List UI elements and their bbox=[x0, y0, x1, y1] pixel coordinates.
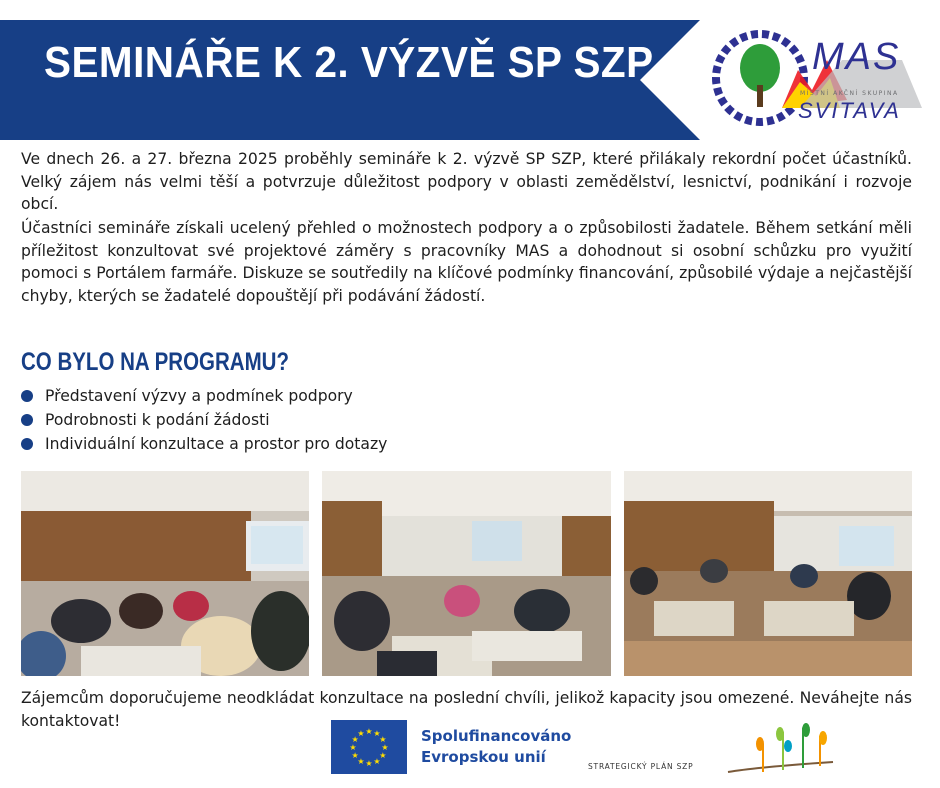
eu-caption-line-1: Spolufinancováno bbox=[421, 727, 572, 745]
eu-star-icon: ★ bbox=[381, 743, 389, 752]
eu-cofinanced-logo bbox=[331, 720, 571, 776]
strategic-plan-caption: STRATEGICKÝ PLÁN SZP bbox=[588, 762, 694, 771]
eu-star-icon: ★ bbox=[373, 756, 381, 766]
eu-caption-line-2: Evropskou unií bbox=[421, 748, 546, 766]
list-item-label: Podrobnosti k podání žádosti bbox=[45, 411, 270, 429]
list-item-label: Představení výzvy a podmínek podpory bbox=[45, 387, 353, 405]
eu-flag-icon bbox=[331, 720, 407, 774]
eu-star-icon: ★ bbox=[357, 756, 365, 766]
eu-star-icon: ★ bbox=[379, 751, 387, 760]
eu-stars bbox=[331, 720, 407, 774]
page-title: SEMINÁŘE K 2. VÝZVĚ SP SZP bbox=[44, 38, 654, 87]
closing-paragraph: Zájemcům doporučujeme neodkládat konzultace na poslední chvíli, jelikož kapacity jsou omezené. Neváhejte nás kontaktovat! bbox=[21, 689, 912, 730]
seminar-photo-1 bbox=[21, 471, 309, 676]
seminar-photo-2 bbox=[322, 471, 611, 676]
intro-paragraph-1: Ve dnech 26. a 27. března 2025 proběhly semináře k 2. výzvě SP SZP, které přilákaly rekordní počet účastníků. Velký zájem nás velmi těší a potvrzuje důležitost podpory v oblasti zemědělství, lesnictví, podnikání i rozvoje obcí. bbox=[21, 150, 912, 214]
intro-paragraph-2: Účastníci semináře získali ucelený přehled o možnostech podpory a o způsobilosti žadatele. Během setkání měli příležitost konzultovat své projektové záměry s pracovníky MAS a dohodnout si osobní schůzku pro využití pomoci s Portálem farmáře. Diskuze se soutředily na klíčové podmínky financování, způsobilé výdaje a nejčastější chyby, kterých se žadatelé dopouštějí při podávání žádostí. bbox=[21, 219, 912, 305]
bullet-icon bbox=[21, 438, 33, 450]
seminar-photo-3 bbox=[624, 471, 912, 676]
eu-star-icon: ★ bbox=[365, 727, 373, 736]
program-list bbox=[21, 384, 387, 456]
header-banner bbox=[0, 0, 940, 140]
logo-subtitle: MÍSTNÍ AKČNÍ SKUPINA bbox=[800, 90, 899, 97]
list-item-label: Individuální konzultace a prostor pro dotazy bbox=[45, 435, 388, 453]
eu-star-icon: ★ bbox=[379, 735, 387, 744]
list-item bbox=[21, 432, 387, 456]
logo-name: SVITAVA bbox=[798, 98, 901, 123]
list-item bbox=[21, 384, 387, 408]
eu-star-icon: ★ bbox=[351, 751, 359, 760]
eu-caption bbox=[421, 726, 571, 768]
mas-svitava-logo bbox=[712, 30, 922, 126]
eu-star-icon: ★ bbox=[351, 735, 359, 744]
logo-mas-text: MAS bbox=[812, 36, 901, 78]
bullet-icon bbox=[21, 414, 33, 426]
list-item bbox=[21, 408, 387, 432]
eu-star-icon: ★ bbox=[373, 729, 381, 739]
eu-star-icon: ★ bbox=[357, 729, 365, 739]
eu-star-icon: ★ bbox=[365, 759, 373, 768]
strategic-plan-logo bbox=[588, 722, 848, 778]
eu-star-icon: ★ bbox=[349, 743, 357, 752]
bullet-icon bbox=[21, 390, 33, 402]
program-heading: CO BYLO NA PROGRAMU? bbox=[21, 348, 290, 376]
